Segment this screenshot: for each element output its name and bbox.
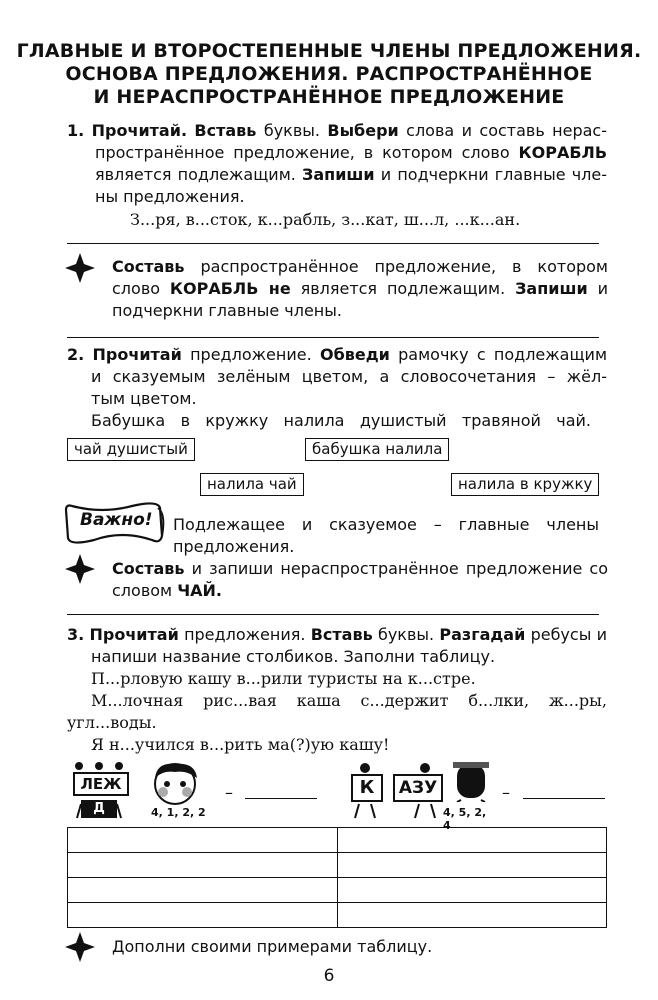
task-3: 3. Прочитай предложения. Вставь буквы. Разгадай ребусы и напиши название столбиков. Заполни таблицу. [67,625,607,666]
table-cell[interactable] [68,828,338,853]
answer-table[interactable] [67,827,607,928]
title-line-3: И НЕРАСПРОСТРАНЁННОЕ ПРЕДЛОЖЕНИЕ [93,86,565,108]
table-row [68,903,607,928]
answer-line[interactable] [67,337,599,338]
table-cell[interactable] [337,903,607,928]
table-cell[interactable] [337,828,607,853]
star-bullet-icon [65,554,95,584]
rebus-numbers: 4, 5, 2, 4 [443,806,487,832]
task-3-sentences: П...рловую кашу в...рили туристы на к...стре. М...лочная рис...вая каша с...держит б...лки, ж...ры, угл...воды. Я н...учился в...рить ма(?)ую кашу! [67,669,607,754]
task-1-extra: Составь распространённое предложение, в котором слово КОРАБЛЬ не является подлежащим. Запиши и подчеркни главные члены. [112,257,609,320]
phrase-box[interactable]: чай душистый [67,438,195,461]
star-bullet-icon [65,932,95,962]
star-bullet-icon [65,253,95,283]
table-cell[interactable] [68,903,338,928]
answer-line[interactable] [67,243,599,244]
task-2: 2. Прочитай предложение. Обведи рамочку с подлежащим и сказуемым зелёным цветом, а словосочетания – жёл- тым цветом. [67,345,608,408]
title-line-1: ГЛАВНЫЕ И ВТОРОСТЕПЕННЫЕ ЧЛЕНЫ ПРЕДЛОЖЕНИЯ. [16,40,642,62]
task-2-extra: Составь и запиши нераспространённое предложение со словом ЧАЙ. [112,559,608,600]
sentence: Бабушка в кружку налила душистый травяной чай. [91,411,591,430]
rebus-numbers: 4, 1, 2, 2 [151,806,206,819]
curly-face-icon [147,760,203,808]
pot-icon [451,760,491,802]
rebus-sub: Д [81,800,117,818]
table-cell[interactable] [68,853,338,878]
table-cell[interactable] [337,878,607,903]
important-note: Подлежащее и сказуемое – главные члены предложения. [173,515,599,556]
answer-line[interactable] [67,614,599,615]
rebus-letter: К [351,774,383,802]
page-title [0,40,658,109]
keyword: КОРАБЛЬ [518,143,608,162]
table-cell[interactable] [337,853,607,878]
phrase-box[interactable]: налила в кружку [451,473,599,496]
word-list: З...ря, в...сток, к...рабль, з...кат, ш...л, ...к...ан. [130,210,521,229]
rebus-2 [345,760,495,832]
table-row [68,878,607,903]
instruction-read: Прочитай. [91,121,188,140]
important-label: Важно! [80,510,153,530]
instruction-choose: Выбери [327,121,399,140]
page-number: 6 [323,966,335,986]
task-1: 1. Прочитай. Вставь буквы. Выбери слова и составь нерас- пространённое предложение, в котором слово КОРАБЛЬ является подлежащим. Запиши и подчеркни главные чле- ны предложения. [67,121,608,206]
task-3-extra: Дополни своими примерами таблицу. [112,937,433,956]
title-line-2: ОСНОВА ПРЕДЛОЖЕНИЯ. РАСПРОСТРАНЁННОЕ [65,63,593,85]
rebus-word: ЛЕЖ [73,772,129,796]
rebus-word: АЗУ [393,774,443,802]
phrase-box[interactable]: налила чай [200,473,304,496]
table-row [68,828,607,853]
instruction-write: Запиши [302,165,375,184]
instruction-insert: Вставь [194,121,257,140]
table-cell[interactable] [68,878,338,903]
rebus-1 [67,760,207,820]
phrase-box[interactable]: бабушка налила [305,438,449,461]
task-number: 1. [67,121,85,140]
table-row [68,853,607,878]
answer-line[interactable] [245,798,317,799]
answer-line[interactable] [523,798,605,799]
